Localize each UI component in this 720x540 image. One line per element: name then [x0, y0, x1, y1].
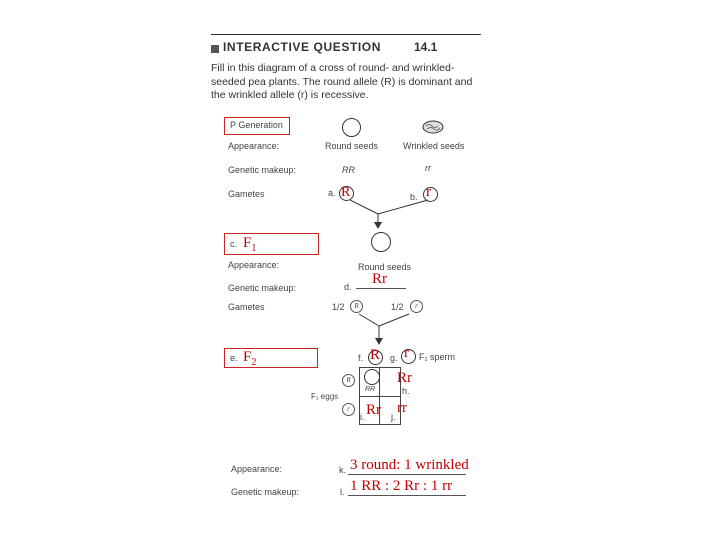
- f1-gamete-left-fraction: 1/2: [332, 302, 345, 312]
- instruction-line: the wrinkled allele (r) is recessive.: [211, 89, 369, 101]
- f1-appearance-value: Round seeds: [358, 262, 412, 272]
- round-genotype: RR: [342, 165, 355, 175]
- p-appearance-label: Appearance:: [228, 141, 280, 151]
- egg-bottom-allele: r: [342, 403, 355, 416]
- f2-box-letter: e.: [230, 353, 238, 363]
- instruction-line: seeded pea plants. The round allele (R) is dominant and: [211, 75, 473, 88]
- summary-appearance-label: Appearance:: [231, 464, 283, 474]
- f1-round-seed-icon: [371, 232, 391, 252]
- cell-j-letter: j.: [391, 412, 396, 422]
- header-title: INTERACTIVE QUESTION: [223, 40, 382, 54]
- wrinkled-seeds-label: Wrinkled seeds: [403, 141, 465, 151]
- f1-genetic-letter: d.: [344, 282, 352, 292]
- f1-gamete-right-allele: r: [410, 300, 423, 313]
- f2-box-answer-letter: F: [243, 349, 252, 365]
- f1-genetic-label: Genetic makeup:: [228, 283, 297, 293]
- round-seed-icon: [342, 118, 361, 137]
- f1-box-answer-letter: F: [243, 235, 252, 251]
- cell-i-letter: i.: [360, 412, 365, 422]
- cell-i-answer: Rr: [366, 402, 381, 418]
- sperm-g-answer: r: [404, 345, 409, 361]
- sperm-f-letter: f.: [358, 353, 364, 363]
- cell-j-answer: rr: [397, 400, 407, 416]
- p-gametes-label: Gametes: [228, 189, 265, 199]
- f1-cross-arrow-icon: [355, 312, 415, 348]
- p-generation-box: [224, 117, 290, 135]
- sperm-g-letter: g.: [390, 353, 398, 363]
- gamete-b-letter: b.: [410, 192, 418, 202]
- f1-gametes-label: Gametes: [228, 302, 265, 312]
- question-header: [211, 34, 481, 63]
- summary-l-letter: l.: [340, 487, 345, 497]
- header-number: 14.1: [414, 40, 438, 54]
- summary-genetic-label: Genetic makeup:: [231, 487, 300, 497]
- f2-box-answer: [243, 349, 256, 368]
- f1-eggs-label: F₁ eggs: [311, 392, 339, 401]
- f1-sperm-label: F₁ sperm: [419, 352, 456, 362]
- egg-top-allele: R: [342, 374, 355, 387]
- gamete-a-letter: a.: [328, 188, 336, 198]
- instructions: [211, 62, 472, 103]
- f1-genetic-answer: Rr: [372, 271, 387, 287]
- header-bullet-icon: [211, 45, 219, 53]
- summary-l-answer: 1 RR : 2 Rr : 1 rr: [350, 478, 453, 494]
- gamete-a-answer: R: [341, 185, 351, 200]
- punnett-rr-label: RR: [365, 386, 376, 393]
- f1-appearance-label: Appearance:: [228, 260, 280, 270]
- summary-k-letter: k.: [339, 465, 347, 475]
- f2-box: [224, 348, 318, 368]
- round-seeds-label: Round seeds: [325, 141, 379, 151]
- wrinkled-genotype: rr: [425, 163, 431, 173]
- instruction-line: Fill in this diagram of a cross of round- and wrinkled-: [211, 62, 455, 74]
- cell-h-letter: h.: [402, 386, 410, 396]
- f1-gamete-left-allele: R: [350, 300, 363, 313]
- sperm-f-answer: R: [370, 347, 381, 363]
- gamete-b-answer: r: [426, 184, 431, 200]
- punnett-round-seed-icon: [364, 369, 380, 385]
- f1-box-answer-sub: 1: [251, 243, 257, 254]
- wrinkled-seed-icon: [422, 120, 444, 139]
- f2-box-answer-sub: 2: [251, 357, 257, 368]
- p-generation-label: P Generation: [230, 120, 283, 130]
- cell-h-answer: Rr: [397, 370, 412, 386]
- f1-box-letter: c.: [230, 239, 238, 249]
- punnett-divider-horizontal: [360, 396, 400, 397]
- f1-box-answer: [243, 235, 256, 254]
- f1-gamete-right-fraction: 1/2: [391, 302, 404, 312]
- summary-k-answer: 3 round: 1 wrinkled: [350, 457, 469, 473]
- cross-arrow-icon: [350, 198, 430, 230]
- p-genetic-label: Genetic makeup:: [228, 165, 297, 175]
- f1-box: [224, 233, 319, 255]
